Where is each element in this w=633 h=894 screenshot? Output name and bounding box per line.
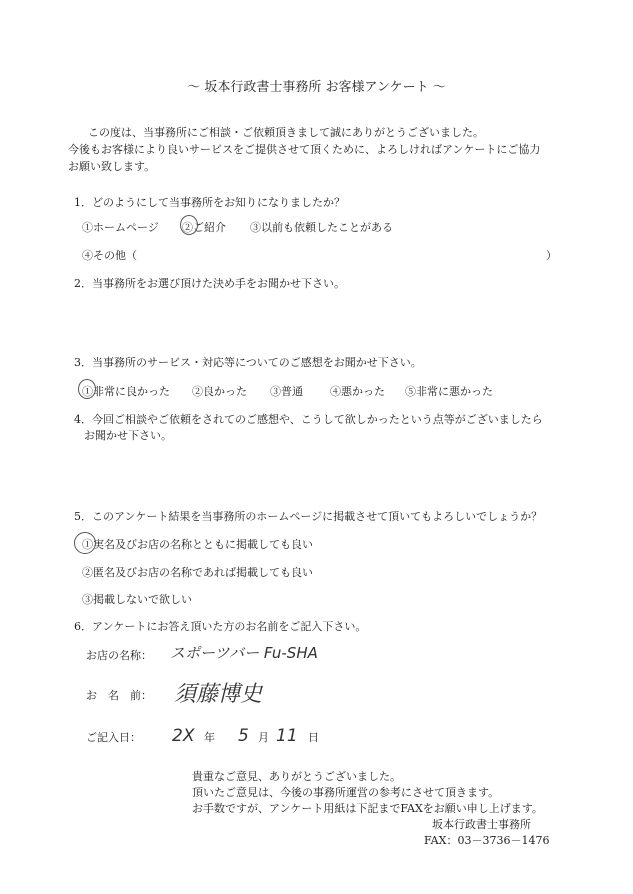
date-month-value[interactable]: 5: [238, 726, 249, 746]
q5-option-3[interactable]: ③掲載しないで欲しい: [82, 593, 192, 606]
closing-line-3: お手数ですが、アンケート用紙は下記までFAXをお願い申し上げます。: [192, 802, 543, 815]
office-fax: FAX：03－3736－1476: [424, 834, 550, 847]
q1-option-1[interactable]: ①ホームページ: [82, 221, 159, 234]
q3-option-4[interactable]: ④悪かった: [330, 385, 385, 398]
intro-line-3: お願い致します。: [68, 160, 156, 173]
customer-name-label: お 名 前：: [86, 689, 152, 702]
closing-line-2: 頂いたご意見は、今後の事務所運営の参考にさせて頂きます。: [192, 786, 500, 799]
form-title: ～ 坂本行政書士事務所 お客様アンケート ～: [187, 80, 446, 95]
office-name: 坂本行政書士事務所: [432, 818, 531, 831]
q5-option-2[interactable]: ②匿名及びお店の名称であれば掲載しても良い: [82, 566, 313, 579]
customer-name-value[interactable]: 須藤博史: [174, 682, 263, 707]
date-day-value[interactable]: 11: [276, 726, 298, 746]
date-month-unit: 月: [258, 731, 269, 744]
q3-selected-mark: [78, 379, 96, 399]
q1-option-3[interactable]: ③以前も依頼したことがある: [250, 221, 393, 234]
q5-selected-mark: [74, 532, 96, 554]
q4-question-line-1: 4．今回ご相談やご依頼をされてのご感想や、こうして欲しかったという点等がございましたら: [74, 413, 543, 426]
q5-option-1[interactable]: ①実名及びお店の名称とともに掲載しても良い: [82, 538, 313, 551]
q1-question: 1．どのようにして当事務所をお知りになりましたか？: [74, 196, 345, 209]
date-year-unit: 年: [204, 731, 215, 744]
q3-question: 3．当事務所のサービス・対応等についてのご感想をお聞かせ下さい。: [74, 356, 422, 369]
q1-option-2[interactable]: ②ご紹介: [182, 221, 226, 234]
q6-question: 6．アンケートにお答え頂いた方のお名前をご記入下さい。: [74, 620, 367, 633]
q1-option-4-close: ）: [546, 249, 557, 262]
closing-line-1: 貴重なご意見、ありがとうございました。: [192, 770, 401, 783]
date-year-value[interactable]: 2X: [172, 726, 195, 746]
intro-line-1: この度は、当事務所にご相談・ご依頼頂きまして誠にありがとうございました。: [88, 126, 484, 139]
q4-question-line-2: お聞かせ下さい。: [84, 429, 172, 442]
q3-option-1[interactable]: ①非常に良かった: [82, 385, 170, 398]
shop-name-value[interactable]: スポーツバー Fu-SHA: [170, 644, 318, 662]
date-day-unit: 日: [308, 731, 319, 744]
intro-line-2: 今後もお客様により良いサービスをご提供させて頂くために、よろしければアンケートにご協力: [68, 143, 541, 156]
q3-option-3[interactable]: ③普通: [270, 385, 303, 398]
q1-option-4[interactable]: ④その他（: [82, 249, 137, 262]
q3-option-2[interactable]: ②良かった: [192, 385, 247, 398]
q5-question: 5．このアンケート結果を当事務所のホームページに掲載させて頂いてもよろしいでしょうか？: [74, 510, 543, 523]
date-label: ご記入日：: [86, 731, 141, 744]
q2-question: 2．当事務所をお選び頂けた決め手をお聞かせ下さい。: [74, 277, 345, 290]
shop-name-label: お店の名称：: [86, 649, 152, 662]
q3-option-5[interactable]: ⑤非常に悪かった: [405, 385, 493, 398]
q1-selected-mark: [180, 215, 198, 235]
